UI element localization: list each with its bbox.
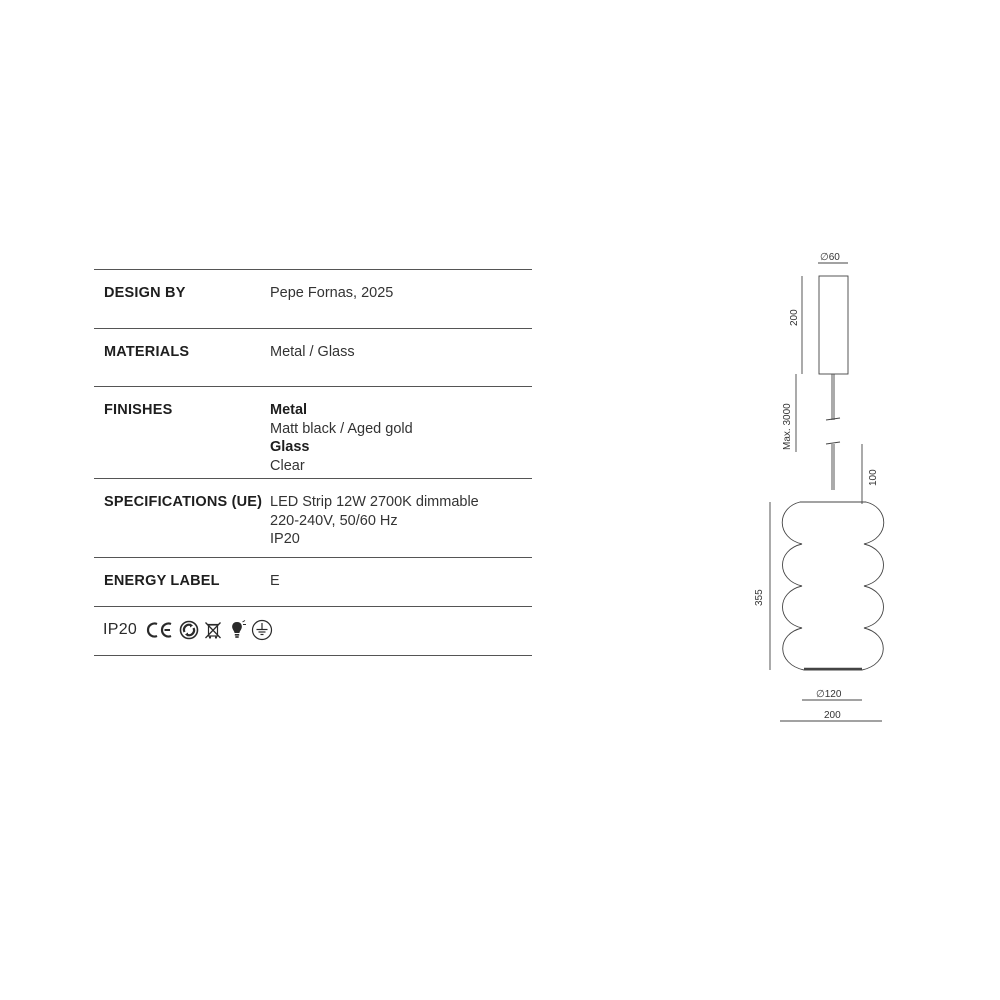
materials-label: MATERIALS (104, 344, 190, 360)
canopy-height-label: 200 (789, 309, 800, 326)
finishes-glass-heading: Glass (270, 439, 310, 455)
technical-drawing (740, 240, 900, 740)
specifications-line2: 220-240V, 50/60 Hz (270, 512, 398, 529)
design-by-value: Pepe Fornas, 2025 (270, 285, 394, 301)
specification-table (94, 269, 532, 656)
cable-break-upper (826, 418, 840, 420)
finishes-label: FINISHES (104, 402, 173, 418)
finishes-value (270, 401, 532, 474)
specifications-label-line1: SPECIFICATIONS (104, 494, 228, 510)
design-by-label: DESIGN BY (104, 285, 186, 301)
finishes-row (94, 386, 532, 478)
energy-label-value: E (270, 573, 280, 589)
shade-height-label: 355 (754, 589, 765, 606)
certification-icons (94, 619, 273, 641)
finishes-glass-value: Clear (270, 457, 305, 474)
canopy-outline (819, 276, 848, 374)
finishes-metal-heading: Metal (270, 402, 308, 418)
finishes-metal-value: Matt black / Aged gold (270, 420, 413, 437)
specifications-line1: LED Strip 12W 2700K dimmable (270, 494, 479, 510)
recycling-icon (179, 620, 199, 640)
specifications-row (94, 478, 532, 557)
total-width-label: 200 (824, 710, 841, 721)
energy-label-label: ENERGY LABEL (104, 573, 220, 589)
specifications-value (270, 493, 532, 545)
energy-label-row (94, 557, 532, 606)
earth-ground-icon (251, 619, 273, 641)
base-diameter-label: ∅120 (816, 689, 842, 700)
ce-mark-icon (145, 620, 175, 640)
specifications-line3: IP20 (270, 531, 300, 547)
cable-length-label: Max. 3000 (782, 403, 793, 450)
design-by-row (94, 269, 532, 328)
led-bulb-icon (227, 620, 247, 640)
glass-shade-outline (782, 502, 884, 670)
cable-break-lower (826, 442, 840, 444)
weee-crossed-bin-icon (203, 620, 223, 640)
materials-row (94, 328, 532, 386)
top-cap-height-label: 100 (868, 469, 879, 486)
specifications-label-line2: (UE) (231, 494, 263, 510)
certifications-row (94, 606, 532, 656)
canopy-diameter-label: ∅60 (820, 252, 840, 263)
specifications-label (94, 493, 270, 545)
ip-rating-label: IP20 (103, 621, 138, 638)
materials-value: Metal / Glass (270, 344, 355, 360)
